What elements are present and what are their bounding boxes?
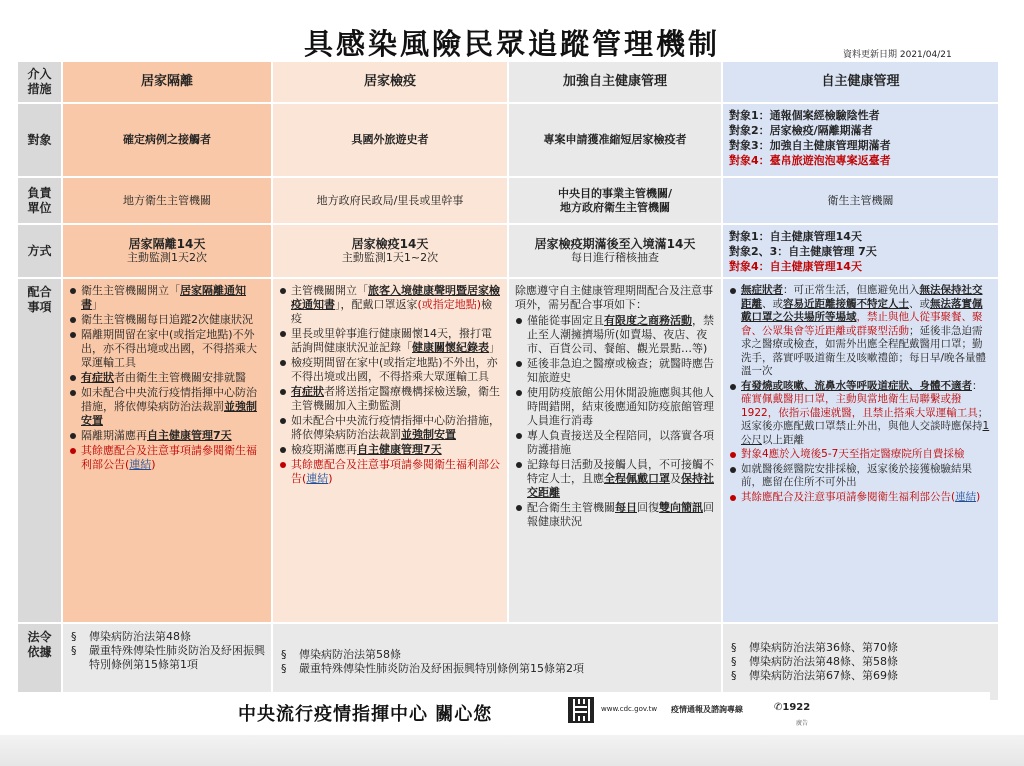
item-text: ： (972, 379, 983, 392)
item-text: ；延後非急迫需求之醫療或檢查，如需外出應全程配戴醫用口罩；勤洗手，落實呼吸道衛生及咳嗽禮節；每日早/晚各量體溫一次 (741, 324, 987, 377)
item-text: 者將送指定醫療機構採檢送驗，衛生主管機關加入主動監測 (291, 385, 500, 412)
row-header-target: 對象 (18, 104, 61, 176)
col4-method-3: 對象4：自主健康管理14天 (729, 260, 862, 273)
footer (18, 692, 990, 732)
list-item (741, 284, 992, 379)
col2-items (273, 279, 507, 622)
col-header-home-quarantine: 居家檢疫 (273, 62, 507, 102)
item-emphasis: 無法保持社交距離 (741, 284, 983, 310)
col1-method (63, 225, 271, 277)
note-text: ) (976, 490, 981, 503)
item-emphasis: 有限度之商務活動 (604, 314, 692, 327)
item-text: 衛生主管機關每日追蹤2次健康狀況 (81, 313, 253, 326)
col1-items (63, 279, 271, 622)
list-item-note (741, 491, 992, 505)
item-emphasis: 全程佩戴口罩 (604, 472, 670, 485)
col-header-enhanced-self-health: 加強自主健康管理 (509, 62, 721, 102)
item-emphasis: 自主健康管理7天 (147, 429, 232, 442)
row-header-items (18, 279, 61, 622)
bottom-shade (0, 735, 1024, 766)
item-text: 專人負責接送及全程陪同，以落實各項防護措施 (527, 429, 714, 456)
list-item (527, 429, 715, 457)
item-text: 延後非急迫之醫療或檢查；就醫時應告知旅遊史 (527, 357, 714, 384)
col1-method-sub: 主動監測1天2次 (127, 251, 207, 264)
list-item (81, 284, 265, 312)
item-text: ：可正常生活，但應避免出入 (783, 284, 920, 296)
row-header-law (18, 624, 61, 700)
item-text: 配合衛生主管機關 (527, 501, 615, 514)
col1-law (63, 624, 271, 700)
list-item (291, 327, 501, 355)
row-header-items-label: 配合 事項 (27, 285, 52, 314)
item-emphasis: 每日 (615, 501, 637, 514)
list-item (527, 314, 715, 356)
list-item-note (291, 458, 501, 486)
list-item (291, 385, 501, 413)
list-item (81, 386, 265, 428)
law-item: § 傳染病防治法第48條 (69, 630, 265, 644)
item-text: 」 (489, 341, 500, 354)
item-text: 主管機關開立「 (291, 284, 368, 297)
item-text: 隔離期滿應再 (81, 429, 147, 442)
phone-icon: ✆ (774, 702, 783, 713)
item-emphasis: 雙向簡訊 (659, 501, 703, 514)
list-item (291, 284, 501, 326)
list-item (741, 380, 992, 448)
law-item: § 傳染病防治法第48條、第58條 (729, 655, 992, 669)
col2-target: 具國外旅遊史者 (273, 104, 507, 176)
col-header-self-health: 自主健康管理 (723, 62, 998, 102)
col4-note-link[interactable]: 連結 (955, 490, 977, 503)
law-item: § 傳染病防治法第58條 (279, 648, 715, 662)
list-item-red (741, 448, 992, 462)
item-text: 、或 (762, 297, 783, 310)
item-red: 對象4應於入境後5-7天至指定醫療院所自費採檢 (741, 448, 965, 460)
item-text: 如未配合中央流行疫情指揮中心防治措施，將依傳染病防治法裁罰 (81, 386, 257, 413)
item-text: 如未配合中央流行疫情指揮中心防治措施，將依傳染病防治法裁罰 (291, 414, 500, 441)
list-item (527, 458, 715, 500)
item-text: 」 (92, 298, 103, 311)
list-item (81, 429, 265, 443)
col4-unit: 衛生主管機關 (723, 178, 998, 223)
item-red: (或指定地點) (417, 298, 482, 311)
hotline-label: 疫情通報及諮詢專線 (671, 705, 743, 714)
col2-method-sub: 主動監測1天1~2次 (341, 251, 439, 264)
col2-method-main: 居家檢疫14天 (351, 237, 429, 251)
item-emphasis: 有症狀 (291, 385, 324, 398)
item-text: 衛生主管機關開立「 (81, 284, 180, 297)
item-red: 確實佩戴醫用口罩，主動與當地衛生局聯繫或撥1922，依指示儘速就醫，且禁止搭乘大眾運輸工具 (741, 393, 978, 419)
note-text: ) (151, 458, 156, 471)
page-title: 具感染風險民眾追蹤管理機制 (303, 27, 720, 61)
item-emphasis: 1公尺 (741, 420, 990, 446)
item-emphasis: 並強制安置 (401, 428, 456, 441)
note-text: 其餘應配合及注意事項請參閱衛生福利部公告( (741, 490, 956, 503)
phone-number: 1922 (782, 702, 811, 713)
list-item (527, 357, 715, 385)
col4-law (723, 624, 998, 700)
item-emphasis: 有症狀 (81, 371, 114, 384)
item-text: 僅能從事固定且 (527, 314, 604, 327)
col3-unit: 中央目的事業主管機關/ 地方政府衛生主管機關 (509, 178, 721, 223)
ad-tag: 廣告 (796, 720, 809, 727)
note-text: ) (328, 472, 333, 485)
item-emphasis: 自主健康管理7天 (357, 443, 442, 456)
list-item (291, 443, 501, 457)
list-item (81, 371, 265, 385)
col3-target: 專案申請獲准縮短居家檢疫者 (509, 104, 721, 176)
item-text: 回復 (637, 501, 659, 514)
item-text: 隔離期間留在家中(或指定地點)不外出，亦不得出境或出國，不得搭乘大眾運輸工具 (81, 328, 257, 369)
item-emphasis: 保持社交距離 (527, 472, 714, 499)
col1-unit: 地方衛生主管機關 (63, 178, 271, 223)
row-header-measure (18, 62, 61, 102)
item-emphasis: 居家隔離通知書 (81, 284, 246, 311)
col4-target-2: 對象2：居家檢疫/隔離期滿者 (729, 124, 873, 137)
item-emphasis: 並強制安置 (81, 400, 257, 427)
col1-target: 確定病例之接觸者 (63, 104, 271, 176)
item-emphasis: 容易近距離接觸不特定人士 (783, 297, 909, 310)
item-text: ，禁止至人潮擁擠場所(如賣場、夜店、夜市、百貨公司、餐館、觀光景點…等) (527, 314, 714, 355)
footer-slogan: 中央流行疫情指揮中心 關心您 (238, 704, 493, 725)
item-text: 者由衛生主管機關安排就醫 (114, 371, 246, 384)
col2-method (273, 225, 507, 277)
item-emphasis: 無症狀者 (741, 284, 783, 296)
law-item: § 傳染病防治法第36條、第70條 (729, 641, 992, 655)
law-item: § 嚴重特殊傳染性肺炎防治及紓困振興特別條例第15條第1項 (69, 644, 265, 672)
item-text: 以上距離 (762, 433, 804, 446)
col1-method-main: 居家隔離14天 (128, 237, 206, 251)
col4-target-3: 對象3：加強自主健康管理期滿者 (729, 139, 891, 152)
list-item (527, 501, 715, 529)
law-item: § 傳染病防治法第67條、第69條 (729, 669, 992, 683)
row-header-measure-label: 介入 措施 (27, 67, 52, 96)
note-text: 其餘應配合及注意事項請參閱衛生福利部公告( (291, 458, 500, 485)
list-item (81, 328, 265, 370)
col4-items (723, 279, 998, 622)
item-text: 回報健康狀況 (527, 501, 714, 528)
measures-table (18, 62, 990, 690)
item-text: 及 (670, 472, 681, 485)
qr-code-icon[interactable] (568, 697, 594, 723)
row-header-method: 方式 (18, 225, 61, 277)
col2-unit: 地方政府民政局/里長或里幹事 (273, 178, 507, 223)
item-text: 檢疫期滿應再 (291, 443, 357, 456)
hotline-phone (774, 702, 810, 713)
col3-method-main: 居家檢疫期滿後至入境滿14天 (534, 237, 696, 251)
col3-intro: 除應遵守自主健康管理期間配合及注意事項外，需另配合事項如下： (515, 284, 713, 311)
list-item (527, 386, 715, 428)
col2-note-link[interactable]: 連結 (306, 472, 329, 485)
item-text: 記錄每日活動及接觸人員，不可接觸不特定人士，且應 (527, 458, 714, 485)
update-date: 資料更新日期 2021/04/21 (843, 50, 952, 60)
row-header-law-label: 法令 依據 (27, 630, 52, 659)
col4-method-1: 對象1：自主健康管理14天 (729, 230, 862, 243)
row-header-unit (18, 178, 61, 223)
col3-items (509, 279, 721, 622)
list-item (741, 463, 992, 490)
item-text: ；返家後亦應配戴口罩禁止外出，與他人交談時應保持 (741, 406, 989, 432)
item-text: 、或 (909, 297, 930, 310)
law-item: § 嚴重特殊傳染性肺炎防治及紓困振興特別條例第15條第2項 (279, 662, 715, 676)
row-header-unit-label: 負責 單位 (27, 185, 52, 215)
list-item (291, 356, 501, 384)
note-text: 其餘應配合及注意事項請參閱衛生福利部公告( (81, 444, 257, 471)
item-text: 使用防疫旅館公用休閒設施應與其他人時間錯開，結束後應通知防疫旅館管理人員進行消毒 (527, 386, 714, 427)
item-text: 里長或里幹事進行健康關懷14天，撥打電話詢問健康狀況並記錄「 (291, 327, 492, 354)
item-text: 如就醫後經醫院安排採檢，返家後於接獲檢驗結果前，應留在住所不可外出 (741, 462, 972, 488)
col23-law (273, 624, 721, 700)
website-link[interactable]: www.cdc.gov.tw (601, 705, 658, 713)
col1-note-link[interactable]: 連結 (129, 458, 152, 471)
item-emphasis: 無法落實佩戴口罩之公共場所等場域 (741, 297, 983, 323)
col-header-home-isolation: 居家隔離 (63, 62, 271, 102)
item-text: 檢疫 (291, 298, 493, 325)
item-emphasis: 有發燒或咳嗽、流鼻水等呼吸道症狀、身體不適者 (741, 379, 972, 392)
col3-method-sub: 每日進行稽核抽查 (571, 251, 659, 264)
col4-target-4: 對象4：臺帛旅遊泡泡專案返臺者 (729, 154, 891, 167)
col4-target (723, 104, 998, 176)
list-item-note (81, 444, 265, 472)
col3-method (509, 225, 721, 277)
item-text: 」，配戴口罩返家 (335, 298, 418, 311)
list-item (81, 313, 265, 327)
item-red: ，禁止與他人從事聚餐、聚會、公眾集會等近距離或群聚型活動 (741, 311, 983, 337)
item-emphasis: 健康關懷紀錄表 (412, 341, 489, 354)
col4-method (723, 225, 998, 277)
item-emphasis: 旅客入境健康聲明暨居家檢疫通知書 (291, 284, 500, 311)
item-text: 檢疫期間留在家中(或指定地點)不外出，亦不得出境或出國，不得搭乘大眾運輸工具 (291, 356, 498, 383)
list-item (291, 414, 501, 442)
col4-method-2: 對象2、3：自主健康管理 7天 (729, 245, 877, 258)
col4-target-1: 對象1：通報個案經檢驗陰性者 (729, 109, 880, 122)
